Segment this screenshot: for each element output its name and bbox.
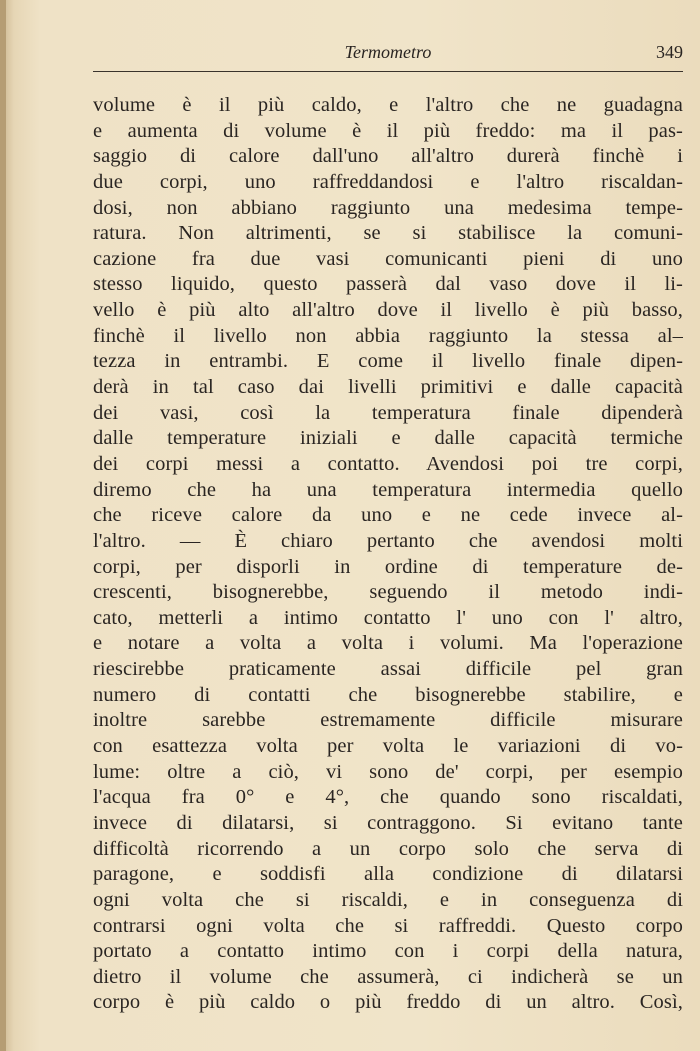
text-line: dei corpi messi a contatto. Avendosi poi tre corpi, — [93, 452, 683, 475]
text-line: dalle temperature iniziali e dalle capacità termiche — [93, 427, 683, 450]
text-line: portato a contatto intimo con i corpi della natura, — [93, 940, 683, 963]
text-line: dietro il volume che assumerà, ci indicherà se un — [93, 965, 683, 988]
text-line: l'altro. — È chiaro pertanto che avendosi molti — [93, 529, 683, 552]
text-line: derà in tal caso dai livelli primitivi e dalle capacità — [93, 376, 683, 399]
text-line: lume: oltre a ciò, vi sono de' corpi, per esempio — [93, 760, 683, 783]
page-number: 349 — [656, 42, 683, 62]
text-line: riescirebbe praticamente assai difficile pel gran — [93, 658, 683, 681]
text-line: che riceve calore da uno e ne cede invece al- — [93, 504, 683, 527]
text-line: vello è più alto all'altro dove il livello è più basso, — [93, 299, 683, 322]
text-line: e aumenta di volume è il più freddo: ma il pas- — [93, 119, 683, 142]
text-line: contrarsi ogni volta che si raffreddi. Questo corpo — [93, 914, 683, 937]
page-edge — [0, 0, 6, 1051]
running-header — [93, 38, 683, 68]
text-line: due corpi, uno raffreddandosi e l'altro riscaldan- — [93, 170, 683, 193]
text-line: difficoltà ricorrendo a un corpo solo che serva di — [93, 837, 683, 860]
header-rule — [93, 71, 683, 72]
text-line: tezza in entrambi. E come il livello finale dipen- — [93, 350, 683, 373]
text-line: corpi, per disporli in ordine di temperature de- — [93, 555, 683, 578]
text-line: stesso liquido, questo passerà dal vaso dove il li- — [93, 273, 683, 296]
text-line: ratura. Non altrimenti, se si stabilisce la comuni- — [93, 222, 683, 245]
text-line: cato, metterli a intimo contatto l' uno con l' altro, — [93, 606, 683, 629]
text-line: e notare a volta a volta i volumi. Ma l'operazione — [93, 632, 683, 655]
text-line: inoltre sarebbe estremamente difficile misurare — [93, 709, 683, 732]
text-line: dei vasi, così la temperatura finale dipenderà — [93, 401, 683, 424]
text-line: crescenti, bisognerebbe, seguendo il metodo indi- — [93, 581, 683, 604]
text-line: invece di dilatarsi, si contraggono. Si evitano tante — [93, 811, 683, 834]
text-line: volume è il più caldo, e l'altro che ne guadagna — [93, 94, 683, 116]
body-text — [93, 93, 683, 1016]
text-line: numero di contatti che bisognerebbe stabilire, e — [93, 683, 683, 706]
text-line: diremo che ha una temperatura intermedia quello — [93, 478, 683, 501]
text-line: con esattezza volta per volta le variazioni di vo- — [93, 735, 683, 758]
text-line: saggio di calore dall'uno all'altro durerà finchè i — [93, 145, 683, 168]
text-line: ogni volta che si riscaldi, e in conseguenza di — [93, 888, 683, 911]
text-line: corpo è più caldo o più freddo di un altro. Così, — [93, 991, 683, 1014]
text-line: l'acqua fra 0° e 4°, che quando sono riscaldati, — [93, 786, 683, 809]
text-line: cazione fra due vasi comunicanti pieni di uno — [93, 247, 683, 270]
running-title: Termometro — [344, 42, 432, 62]
text-line: dosi, non abbiano raggiunto una medesima tempe- — [93, 196, 683, 219]
text-line: paragone, e soddisfi alla condizione di dilatarsi — [93, 863, 683, 886]
text-line: finchè il livello non abbia raggiunto la stessa al– — [93, 324, 683, 347]
